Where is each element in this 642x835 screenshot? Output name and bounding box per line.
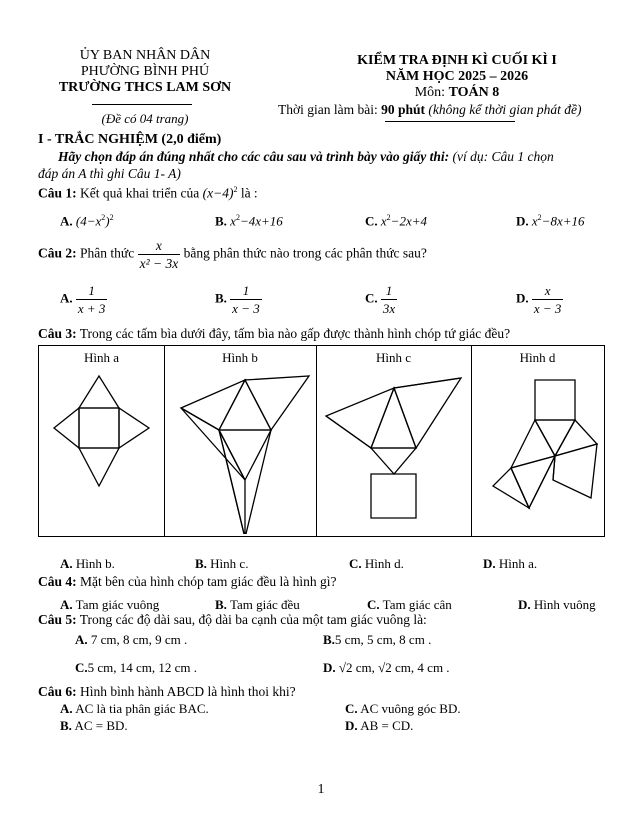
exam-title: KIỂM TRA ĐỊNH KÌ CUỐI KÌ I [357,53,557,68]
q5-option-c[interactable]: C.5 cm, 14 cm, 12 cm . [75,660,198,675]
q1-tail: là : [240,185,258,201]
subject-line [322,85,592,101]
q2-option-c[interactable]: C. $\frac{1}{3x}$ [365,283,396,316]
figure-c-title: Hình c [375,350,412,365]
org-line2: PHƯỜNG BÌNH PHÚ [80,64,210,79]
net-c-diagram [316,368,471,534]
q5-option-a[interactable]: A. 7 cm, 8 cm, 9 cm . [75,632,188,647]
question-6: Câu 6: Hình bình hành ABCD là hình thoi khi? [38,684,296,699]
q2-option-d[interactable]: D. $\frac{x}{x - 3}$ [516,283,562,316]
page-number: 1 [317,782,325,797]
figure-a-title: Hình a [83,350,120,365]
q1-text: Kết quả khai triển của [80,185,200,201]
q3-option-a[interactable]: A. Hình b. [60,556,115,571]
q1-option-b[interactable]: B. $x^2-4x+16$ [215,213,283,229]
time-label: Thời gian làm bài: [278,102,382,117]
instruction-example-1: (ví dụ: Câu 1 chọn [452,149,554,164]
q4-option-c[interactable]: C. Tam giác cân [367,597,452,612]
net-a-diagram [39,368,164,534]
q1-exp: 2 [233,185,238,194]
net-b-diagram [164,368,316,534]
question-3: Câu 3: Trong các tấm bìa dưới đây, tấm bìa nào gấp được thành hình chóp tứ giác đều? [38,326,511,341]
section-title: I - TRẮC NGHIỆM (2,0 điểm) [38,132,222,147]
q2-option-a[interactable]: A. $\frac{1}{x + 3}$ [60,283,106,316]
figure-d [471,346,604,536]
q1-expr: (x−4) [202,185,234,201]
figure-b-title: Hình b [222,350,258,365]
q4-option-a[interactable]: A. Tam giác vuông [60,597,160,612]
header-divider [92,104,192,105]
q3-option-c[interactable]: C. Hình d. [349,556,404,571]
q1-option-a[interactable]: A. $(4-x^2)^2$ [60,213,114,229]
instruction-bold: Hãy chọn đáp án đúng nhất cho các câu sau và trình bày vào giấy thi: [58,149,450,164]
q1-option-c[interactable]: C. $x^2-2x+4$ [365,213,427,229]
q1-option-d[interactable]: D. $x^2-8x+16$ [516,213,585,229]
subject-value: TOÁN 8 [448,85,500,100]
q2-fraction: $\frac{x}{\text{x² − 3x}}$ [139,238,179,271]
net-d-diagram [471,368,604,534]
q6-option-a[interactable]: A. AC là tia phân giác BAC. [60,701,209,716]
q2-option-b[interactable]: B. $\frac{1}{x - 3}$ [215,283,260,316]
figure-c [316,346,472,536]
q3-option-d[interactable]: D. Hình a. [483,556,538,571]
figure-b [164,346,317,536]
q2-tail: bằng phân thức nào trong các phân thức sau? [183,245,427,261]
school-name: TRƯỜNG THCS LAM SƠN [58,80,232,95]
time-line [278,102,581,118]
q2-text: Phân thức [80,245,135,261]
header-right-divider [385,121,515,122]
school-year: NĂM HỌC 2025 – 2026 [385,69,529,84]
figure-grid [38,345,605,537]
q2-label: Câu 2: [38,245,77,261]
q5-option-b[interactable]: B.5 cm, 5 cm, 8 cm . [323,632,432,647]
q4-option-d[interactable]: D. Hình vuông [518,597,596,612]
q6-option-b[interactable]: B. AC = BD. [60,718,128,733]
q6-option-d[interactable]: D. AB = CD. [345,718,414,733]
q5-option-d[interactable]: D. √2 cm, √2 cm, 4 cm . [323,660,450,675]
instruction-example-2: đáp án A thì ghi Câu 1- A) [38,166,181,181]
figure-d-title: Hình d [519,350,556,365]
question-1 [38,185,258,202]
org-line1: ỦY BAN NHÂN DÂN [79,48,211,63]
subject-label: Môn: [414,85,449,100]
question-2 [38,238,427,271]
time-value: 90 phút [381,102,426,117]
time-note: (không kể thời gian phát đề) [428,102,582,117]
question-5: Câu 5: Trong các độ dài sau, độ dài ba cạnh của một tam giác vuông là: [38,612,427,627]
figure-a [39,346,165,536]
q1-label: Câu 1: [38,185,77,201]
q6-option-c[interactable]: C. AC vuông góc BD. [345,701,461,716]
pages-note: (Đề có 04 trang) [101,111,189,126]
question-4: Câu 4: Mặt bên của hình chóp tam giác đều là hình gì? [38,574,337,589]
q4-option-b[interactable]: B. Tam giác đều [215,597,300,612]
section-instruction [58,149,554,165]
q3-option-b[interactable]: B. Hình c. [195,556,249,571]
